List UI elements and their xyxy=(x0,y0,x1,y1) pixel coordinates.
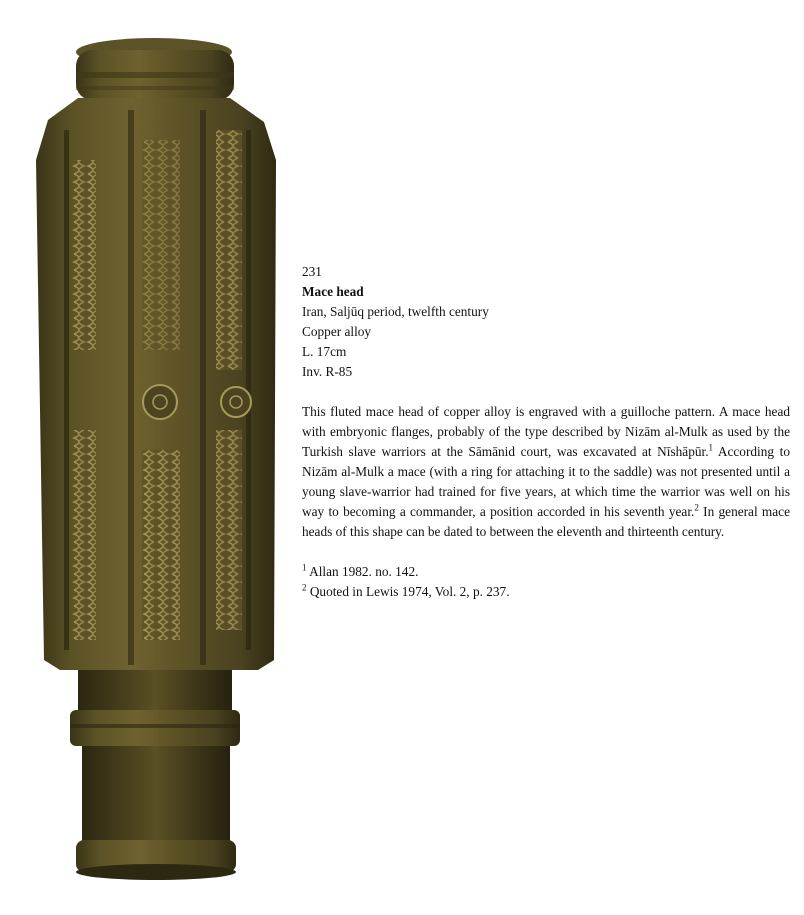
footnote-text: Quoted in Lewis 1974, Vol. 2, p. 237. xyxy=(306,584,510,599)
footnote-mark: 1 xyxy=(302,562,307,573)
footnote-ref-1: 1 xyxy=(708,442,714,453)
object-origin: Iran, Saljūq period, twelfth century xyxy=(302,304,489,319)
object-dimensions: L. 17cm xyxy=(302,344,347,359)
mace-head-photo xyxy=(30,30,290,895)
description-part-1: This fluted mace head of copper alloy is engraved with a guilloche pattern. A mace head with embryonic flanges, probably of the type described by Nizām al-Mulk as used by the Turkish slave warriors at the Sāmānid court, was excavated at Nīshāpūr. xyxy=(302,404,790,459)
object-material: Copper alloy xyxy=(302,324,372,339)
footnote-mark: 2 xyxy=(302,582,307,593)
description-part-3: In general mace heads of this shape can be dated to between the eleventh and thirteenth century. xyxy=(302,504,790,539)
footnotes xyxy=(302,562,790,602)
object-inventory: Inv. R-85 xyxy=(302,364,353,379)
description-part-2: According to Nizām al-Mulk a mace (with a ring for attaching it to the saddle) was not presented until a young slave-warrior had trained for five years, at which time the warrior was well on his way to becoming a commander, a position accorded in his seventh year. xyxy=(302,444,790,519)
description-paragraph xyxy=(302,402,790,542)
footnote-ref-2: 2 xyxy=(694,502,699,513)
footnote-2 xyxy=(302,582,790,602)
footnote-1 xyxy=(302,562,790,582)
footnote-text: Allan 1982. no. 142. xyxy=(306,564,419,579)
catalog-entry xyxy=(302,262,790,602)
object-title: Mace head xyxy=(302,284,364,299)
catalog-number: 231 xyxy=(302,264,322,279)
